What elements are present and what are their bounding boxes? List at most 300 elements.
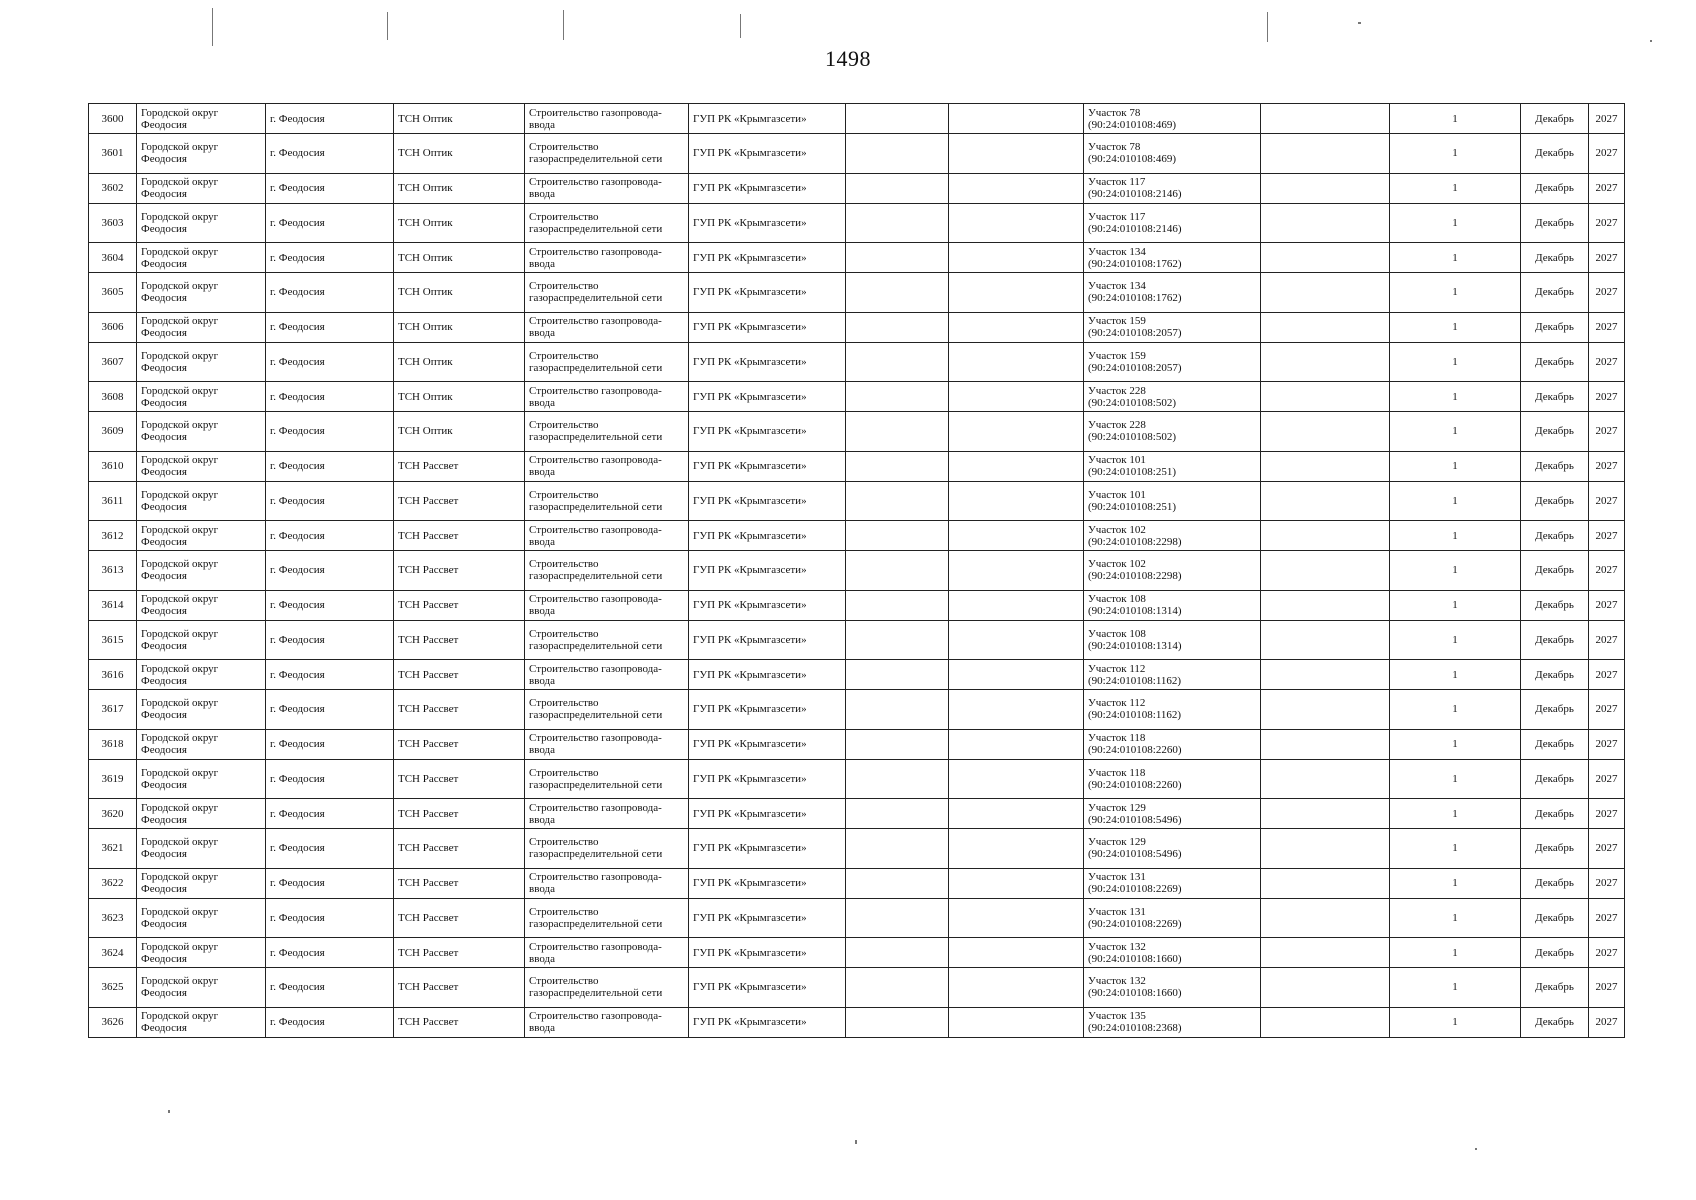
table-row: [89, 382, 1625, 412]
partnership-cell: ТСН Оптик: [394, 342, 525, 382]
city-cell: г. Феодосия: [266, 660, 394, 690]
quantity-cell: 1: [1390, 273, 1521, 313]
plot-number: Участок 118: [1088, 766, 1146, 779]
row-number: 3619: [89, 759, 137, 799]
cadastral-number: (90:24:010108:1762): [1088, 292, 1182, 305]
empty-cell: [949, 898, 1084, 938]
row-number: 3626: [89, 1007, 137, 1037]
month-cell: Декабрь: [1521, 759, 1589, 799]
scan-speck: [563, 10, 564, 40]
plot-number: Участок 131: [1088, 905, 1146, 918]
plot-number: Участок 118: [1088, 732, 1146, 744]
empty-cell: [1261, 590, 1390, 620]
plot-number: Участок 78: [1088, 141, 1141, 154]
empty-cell: [1261, 660, 1390, 690]
work-type-cell: Строительство газораспределительной сети: [525, 273, 689, 313]
organization-cell: ГУП РК «Крымгазсети»: [689, 521, 846, 551]
district-cell: Городской округ Феодосия: [137, 551, 266, 591]
empty-cell: [846, 451, 949, 481]
empty-cell: [846, 829, 949, 869]
work-type-cell: Строительство газопровода-ввода: [525, 173, 689, 203]
row-number: 3618: [89, 729, 137, 759]
city-cell: г. Феодосия: [266, 203, 394, 243]
table-row: [89, 620, 1625, 660]
organization-cell: ГУП РК «Крымгазсети»: [689, 203, 846, 243]
work-type-cell: Строительство газораспределительной сети: [525, 690, 689, 730]
partnership-cell: ТСН Оптик: [394, 173, 525, 203]
table-row: [89, 968, 1625, 1008]
empty-cell: [1261, 312, 1390, 342]
row-number: 3623: [89, 898, 137, 938]
work-type-cell: Строительство газораспределительной сети: [525, 968, 689, 1008]
quantity-cell: 1: [1390, 729, 1521, 759]
page-number: 1498: [825, 46, 871, 71]
district-cell: Городской округ Феодосия: [137, 203, 266, 243]
partnership-cell: ТСН Оптик: [394, 134, 525, 174]
year-cell: 2027: [1589, 382, 1625, 412]
cadastral-number: (90:24:010108:1314): [1088, 639, 1182, 652]
empty-cell: [846, 481, 949, 521]
city-cell: г. Феодосия: [266, 412, 394, 452]
organization-cell: ГУП РК «Крымгазсети»: [689, 451, 846, 481]
month-cell: Декабрь: [1521, 729, 1589, 759]
work-type-cell: Строительство газопровода-ввода: [525, 1007, 689, 1037]
cadastral-number: (90:24:010108:502): [1088, 396, 1176, 409]
cadastral-number: (90:24:010108:2057): [1088, 327, 1182, 339]
district-cell: Городской округ Феодосия: [137, 173, 266, 203]
empty-cell: [949, 590, 1084, 620]
plot-cell: [1084, 729, 1261, 759]
month-cell: Декабрь: [1521, 412, 1589, 452]
city-cell: г. Феодосия: [266, 829, 394, 869]
district-cell: Городской округ Феодосия: [137, 968, 266, 1008]
district-cell: Городской округ Феодосия: [137, 451, 266, 481]
plot-number: Участок 108: [1088, 627, 1146, 640]
empty-cell: [949, 799, 1084, 829]
organization-cell: ГУП РК «Крымгазсети»: [689, 660, 846, 690]
cadastral-number: (90:24:010108:1314): [1088, 605, 1182, 617]
row-number: 3605: [89, 273, 137, 313]
partnership-cell: ТСН Оптик: [394, 203, 525, 243]
table-row: [89, 729, 1625, 759]
empty-cell: [949, 759, 1084, 799]
month-cell: Декабрь: [1521, 829, 1589, 869]
year-cell: 2027: [1589, 273, 1625, 313]
table-row: [89, 799, 1625, 829]
plot-number: Участок 228: [1088, 419, 1146, 432]
scan-speck: [740, 14, 741, 38]
plot-cell: [1084, 968, 1261, 1008]
district-cell: Городской округ Феодосия: [137, 590, 266, 620]
organization-cell: ГУП РК «Крымгазсети»: [689, 868, 846, 898]
city-cell: г. Феодосия: [266, 590, 394, 620]
plot-cell: [1084, 173, 1261, 203]
year-cell: 2027: [1589, 312, 1625, 342]
table-row: [89, 829, 1625, 869]
empty-cell: [949, 868, 1084, 898]
year-cell: 2027: [1589, 690, 1625, 730]
month-cell: Декабрь: [1521, 481, 1589, 521]
year-cell: 2027: [1589, 342, 1625, 382]
city-cell: г. Феодосия: [266, 312, 394, 342]
plot-number: Участок 108: [1088, 593, 1146, 605]
district-cell: Городской округ Феодосия: [137, 312, 266, 342]
district-cell: Городской округ Феодосия: [137, 898, 266, 938]
quantity-cell: 1: [1390, 173, 1521, 203]
month-cell: Декабрь: [1521, 382, 1589, 412]
work-type-cell: Строительство газораспределительной сети: [525, 898, 689, 938]
scan-speck: [1650, 40, 1652, 42]
row-number: 3607: [89, 342, 137, 382]
empty-cell: [1261, 203, 1390, 243]
table-row: [89, 521, 1625, 551]
row-number: 3616: [89, 660, 137, 690]
partnership-cell: ТСН Оптик: [394, 312, 525, 342]
empty-cell: [846, 799, 949, 829]
organization-cell: ГУП РК «Крымгазсети»: [689, 968, 846, 1008]
partnership-cell: ТСН Оптик: [394, 104, 525, 134]
quantity-cell: 1: [1390, 551, 1521, 591]
partnership-cell: ТСН Рассвет: [394, 799, 525, 829]
scan-speck: [1267, 12, 1268, 42]
quantity-cell: 1: [1390, 868, 1521, 898]
empty-cell: [1261, 829, 1390, 869]
organization-cell: ГУП РК «Крымгазсети»: [689, 104, 846, 134]
row-number: 3613: [89, 551, 137, 591]
district-cell: Городской округ Феодосия: [137, 273, 266, 313]
organization-cell: ГУП РК «Крымгазсети»: [689, 729, 846, 759]
empty-cell: [949, 104, 1084, 134]
table-row: [89, 451, 1625, 481]
work-type-cell: Строительство газораспределительной сети: [525, 342, 689, 382]
empty-cell: [1261, 451, 1390, 481]
quantity-cell: 1: [1390, 104, 1521, 134]
table-row: [89, 690, 1625, 730]
empty-cell: [846, 898, 949, 938]
row-number: 3620: [89, 799, 137, 829]
work-type-cell: Строительство газопровода-ввода: [525, 312, 689, 342]
month-cell: Декабрь: [1521, 173, 1589, 203]
quantity-cell: 1: [1390, 342, 1521, 382]
district-cell: Городской округ Феодосия: [137, 382, 266, 412]
cadastral-number: (90:24:010108:2368): [1088, 1022, 1182, 1034]
quantity-cell: 1: [1390, 829, 1521, 869]
plot-number: Участок 132: [1088, 975, 1146, 988]
empty-cell: [949, 1007, 1084, 1037]
work-type-cell: Строительство газопровода-ввода: [525, 660, 689, 690]
empty-cell: [1261, 382, 1390, 412]
district-cell: Городской округ Феодосия: [137, 729, 266, 759]
plot-cell: [1084, 243, 1261, 273]
month-cell: Декабрь: [1521, 898, 1589, 938]
organization-cell: ГУП РК «Крымгазсети»: [689, 481, 846, 521]
year-cell: 2027: [1589, 451, 1625, 481]
empty-cell: [1261, 521, 1390, 551]
plot-cell: [1084, 481, 1261, 521]
scan-speck: [212, 8, 213, 46]
city-cell: г. Феодосия: [266, 759, 394, 799]
work-type-cell: Строительство газораспределительной сети: [525, 203, 689, 243]
empty-cell: [1261, 342, 1390, 382]
empty-cell: [1261, 273, 1390, 313]
cadastral-number: (90:24:010108:2146): [1088, 188, 1182, 200]
year-cell: 2027: [1589, 243, 1625, 273]
organization-cell: ГУП РК «Крымгазсети»: [689, 620, 846, 660]
quantity-cell: 1: [1390, 799, 1521, 829]
scan-speck: [1358, 22, 1361, 24]
work-type-cell: Строительство газораспределительной сети: [525, 829, 689, 869]
city-cell: г. Феодосия: [266, 173, 394, 203]
month-cell: Декабрь: [1521, 590, 1589, 620]
empty-cell: [846, 203, 949, 243]
empty-cell: [1261, 968, 1390, 1008]
quantity-cell: 1: [1390, 203, 1521, 243]
partnership-cell: ТСН Рассвет: [394, 451, 525, 481]
scan-speck: [1475, 1148, 1477, 1150]
plot-number: Участок 159: [1088, 315, 1146, 327]
plot-number: Участок 101: [1088, 454, 1146, 466]
city-cell: г. Феодосия: [266, 481, 394, 521]
year-cell: 2027: [1589, 412, 1625, 452]
month-cell: Декабрь: [1521, 799, 1589, 829]
table-row: [89, 243, 1625, 273]
work-type-cell: Строительство газопровода-ввода: [525, 938, 689, 968]
district-cell: Городской округ Феодосия: [137, 799, 266, 829]
row-number: 3604: [89, 243, 137, 273]
plot-number: Участок 112: [1088, 662, 1146, 675]
quantity-cell: 1: [1390, 968, 1521, 1008]
plot-cell: [1084, 1007, 1261, 1037]
table-row: [89, 312, 1625, 342]
empty-cell: [949, 968, 1084, 1008]
partnership-cell: ТСН Оптик: [394, 412, 525, 452]
plot-cell: [1084, 551, 1261, 591]
month-cell: Декабрь: [1521, 620, 1589, 660]
city-cell: г. Феодосия: [266, 342, 394, 382]
empty-cell: [1261, 938, 1390, 968]
plot-cell: [1084, 938, 1261, 968]
empty-cell: [846, 412, 949, 452]
city-cell: г. Феодосия: [266, 521, 394, 551]
year-cell: 2027: [1589, 660, 1625, 690]
empty-cell: [846, 342, 949, 382]
table-row: [89, 898, 1625, 938]
plot-number: Участок 134: [1088, 280, 1146, 293]
plot-number: Участок 135: [1088, 1010, 1146, 1022]
table-row: [89, 1007, 1625, 1037]
empty-cell: [1261, 1007, 1390, 1037]
empty-cell: [949, 342, 1084, 382]
cadastral-number: (90:24:010108:2269): [1088, 917, 1182, 930]
partnership-cell: ТСН Оптик: [394, 382, 525, 412]
cadastral-number: (90:24:010108:469): [1088, 153, 1176, 166]
plot-number: Участок 228: [1088, 384, 1146, 397]
year-cell: 2027: [1589, 898, 1625, 938]
organization-cell: ГУП РК «Крымгазсети»: [689, 342, 846, 382]
empty-cell: [1261, 898, 1390, 938]
plot-cell: [1084, 868, 1261, 898]
empty-cell: [846, 620, 949, 660]
organization-cell: ГУП РК «Крымгазсети»: [689, 382, 846, 412]
work-type-cell: Строительство газопровода-ввода: [525, 590, 689, 620]
table-row: [89, 104, 1625, 134]
cadastral-number: (90:24:010108:5496): [1088, 848, 1182, 861]
work-type-cell: Строительство газораспределительной сети: [525, 551, 689, 591]
district-cell: Городской округ Феодосия: [137, 660, 266, 690]
cadastral-number: (90:24:010108:2269): [1088, 883, 1182, 895]
row-number: 3602: [89, 173, 137, 203]
month-cell: Декабрь: [1521, 660, 1589, 690]
quantity-cell: 1: [1390, 938, 1521, 968]
plot-number: Участок 159: [1088, 349, 1146, 362]
city-cell: г. Феодосия: [266, 451, 394, 481]
empty-cell: [949, 312, 1084, 342]
register-rows: [89, 104, 1625, 1038]
table-row: [89, 412, 1625, 452]
city-cell: г. Феодосия: [266, 729, 394, 759]
empty-cell: [846, 968, 949, 1008]
organization-cell: ГУП РК «Крымгазсети»: [689, 551, 846, 591]
empty-cell: [949, 938, 1084, 968]
row-number: 3606: [89, 312, 137, 342]
city-cell: г. Феодосия: [266, 799, 394, 829]
organization-cell: ГУП РК «Крымгазсети»: [689, 134, 846, 174]
empty-cell: [846, 590, 949, 620]
city-cell: г. Феодосия: [266, 551, 394, 591]
work-type-cell: Строительство газораспределительной сети: [525, 134, 689, 174]
city-cell: г. Феодосия: [266, 382, 394, 412]
month-cell: Декабрь: [1521, 968, 1589, 1008]
partnership-cell: ТСН Оптик: [394, 243, 525, 273]
empty-cell: [949, 660, 1084, 690]
row-number: 3622: [89, 868, 137, 898]
partnership-cell: ТСН Оптик: [394, 273, 525, 313]
year-cell: 2027: [1589, 1007, 1625, 1037]
city-cell: г. Феодосия: [266, 243, 394, 273]
cadastral-number: (90:24:010108:1660): [1088, 987, 1182, 1000]
row-number: 3624: [89, 938, 137, 968]
table-row: [89, 134, 1625, 174]
partnership-cell: ТСН Рассвет: [394, 898, 525, 938]
city-cell: г. Феодосия: [266, 104, 394, 134]
city-cell: г. Феодосия: [266, 273, 394, 313]
cadastral-number: (90:24:010108:1762): [1088, 257, 1182, 270]
scan-speck: [387, 12, 388, 40]
plot-cell: [1084, 690, 1261, 730]
empty-cell: [1261, 412, 1390, 452]
empty-cell: [846, 660, 949, 690]
month-cell: Декабрь: [1521, 273, 1589, 313]
plot-cell: [1084, 829, 1261, 869]
partnership-cell: ТСН Рассвет: [394, 729, 525, 759]
table-row: [89, 551, 1625, 591]
table-row: [89, 342, 1625, 382]
city-cell: г. Феодосия: [266, 1007, 394, 1037]
organization-cell: ГУП РК «Крымгазсети»: [689, 273, 846, 313]
year-cell: 2027: [1589, 829, 1625, 869]
organization-cell: ГУП РК «Крымгазсети»: [689, 312, 846, 342]
organization-cell: ГУП РК «Крымгазсети»: [689, 590, 846, 620]
table-row: [89, 203, 1625, 243]
quantity-cell: 1: [1390, 1007, 1521, 1037]
row-number: 3610: [89, 451, 137, 481]
city-cell: г. Феодосия: [266, 868, 394, 898]
year-cell: 2027: [1589, 521, 1625, 551]
year-cell: 2027: [1589, 620, 1625, 660]
table-row: [89, 660, 1625, 690]
district-cell: Городской округ Феодосия: [137, 134, 266, 174]
plot-cell: [1084, 382, 1261, 412]
plot-number: Участок 129: [1088, 836, 1146, 849]
work-type-cell: Строительство газопровода-ввода: [525, 868, 689, 898]
scan-speck: [855, 1140, 857, 1144]
month-cell: Декабрь: [1521, 243, 1589, 273]
quantity-cell: 1: [1390, 382, 1521, 412]
plot-number: Участок 112: [1088, 697, 1146, 710]
year-cell: 2027: [1589, 203, 1625, 243]
month-cell: Декабрь: [1521, 938, 1589, 968]
empty-cell: [1261, 134, 1390, 174]
row-number: 3609: [89, 412, 137, 452]
month-cell: Декабрь: [1521, 312, 1589, 342]
cadastral-number: (90:24:010108:2298): [1088, 570, 1182, 583]
empty-cell: [846, 312, 949, 342]
row-number: 3621: [89, 829, 137, 869]
city-cell: г. Феодосия: [266, 134, 394, 174]
cadastral-number: (90:24:010108:251): [1088, 500, 1176, 513]
quantity-cell: 1: [1390, 521, 1521, 551]
plot-cell: [1084, 134, 1261, 174]
empty-cell: [1261, 104, 1390, 134]
organization-cell: ГУП РК «Крымгазсети»: [689, 759, 846, 799]
partnership-cell: ТСН Рассвет: [394, 521, 525, 551]
plot-number: Участок 117: [1088, 176, 1146, 188]
organization-cell: ГУП РК «Крымгазсети»: [689, 1007, 846, 1037]
partnership-cell: ТСН Рассвет: [394, 620, 525, 660]
empty-cell: [949, 134, 1084, 174]
city-cell: г. Феодосия: [266, 690, 394, 730]
partnership-cell: ТСН Рассвет: [394, 590, 525, 620]
month-cell: Декабрь: [1521, 551, 1589, 591]
quantity-cell: 1: [1390, 134, 1521, 174]
row-number: 3614: [89, 590, 137, 620]
year-cell: 2027: [1589, 729, 1625, 759]
cadastral-number: (90:24:010108:2146): [1088, 222, 1182, 235]
year-cell: 2027: [1589, 173, 1625, 203]
organization-cell: ГУП РК «Крымгазсети»: [689, 173, 846, 203]
empty-cell: [1261, 690, 1390, 730]
empty-cell: [846, 690, 949, 730]
cadastral-number: (90:24:010108:5496): [1088, 813, 1182, 826]
plot-number: Участок 101: [1088, 488, 1146, 501]
cadastral-number: (90:24:010108:2298): [1088, 535, 1182, 548]
cadastral-number: (90:24:010108:2260): [1088, 778, 1182, 791]
year-cell: 2027: [1589, 481, 1625, 521]
plot-cell: [1084, 104, 1261, 134]
empty-cell: [949, 203, 1084, 243]
district-cell: Городской округ Феодосия: [137, 342, 266, 382]
cadastral-number: (90:24:010108:469): [1088, 118, 1176, 131]
table-row: [89, 759, 1625, 799]
month-cell: Декабрь: [1521, 521, 1589, 551]
city-cell: г. Феодосия: [266, 898, 394, 938]
empty-cell: [1261, 868, 1390, 898]
district-cell: Городской округ Феодосия: [137, 620, 266, 660]
empty-cell: [949, 451, 1084, 481]
month-cell: Декабрь: [1521, 134, 1589, 174]
year-cell: 2027: [1589, 104, 1625, 134]
empty-cell: [949, 243, 1084, 273]
